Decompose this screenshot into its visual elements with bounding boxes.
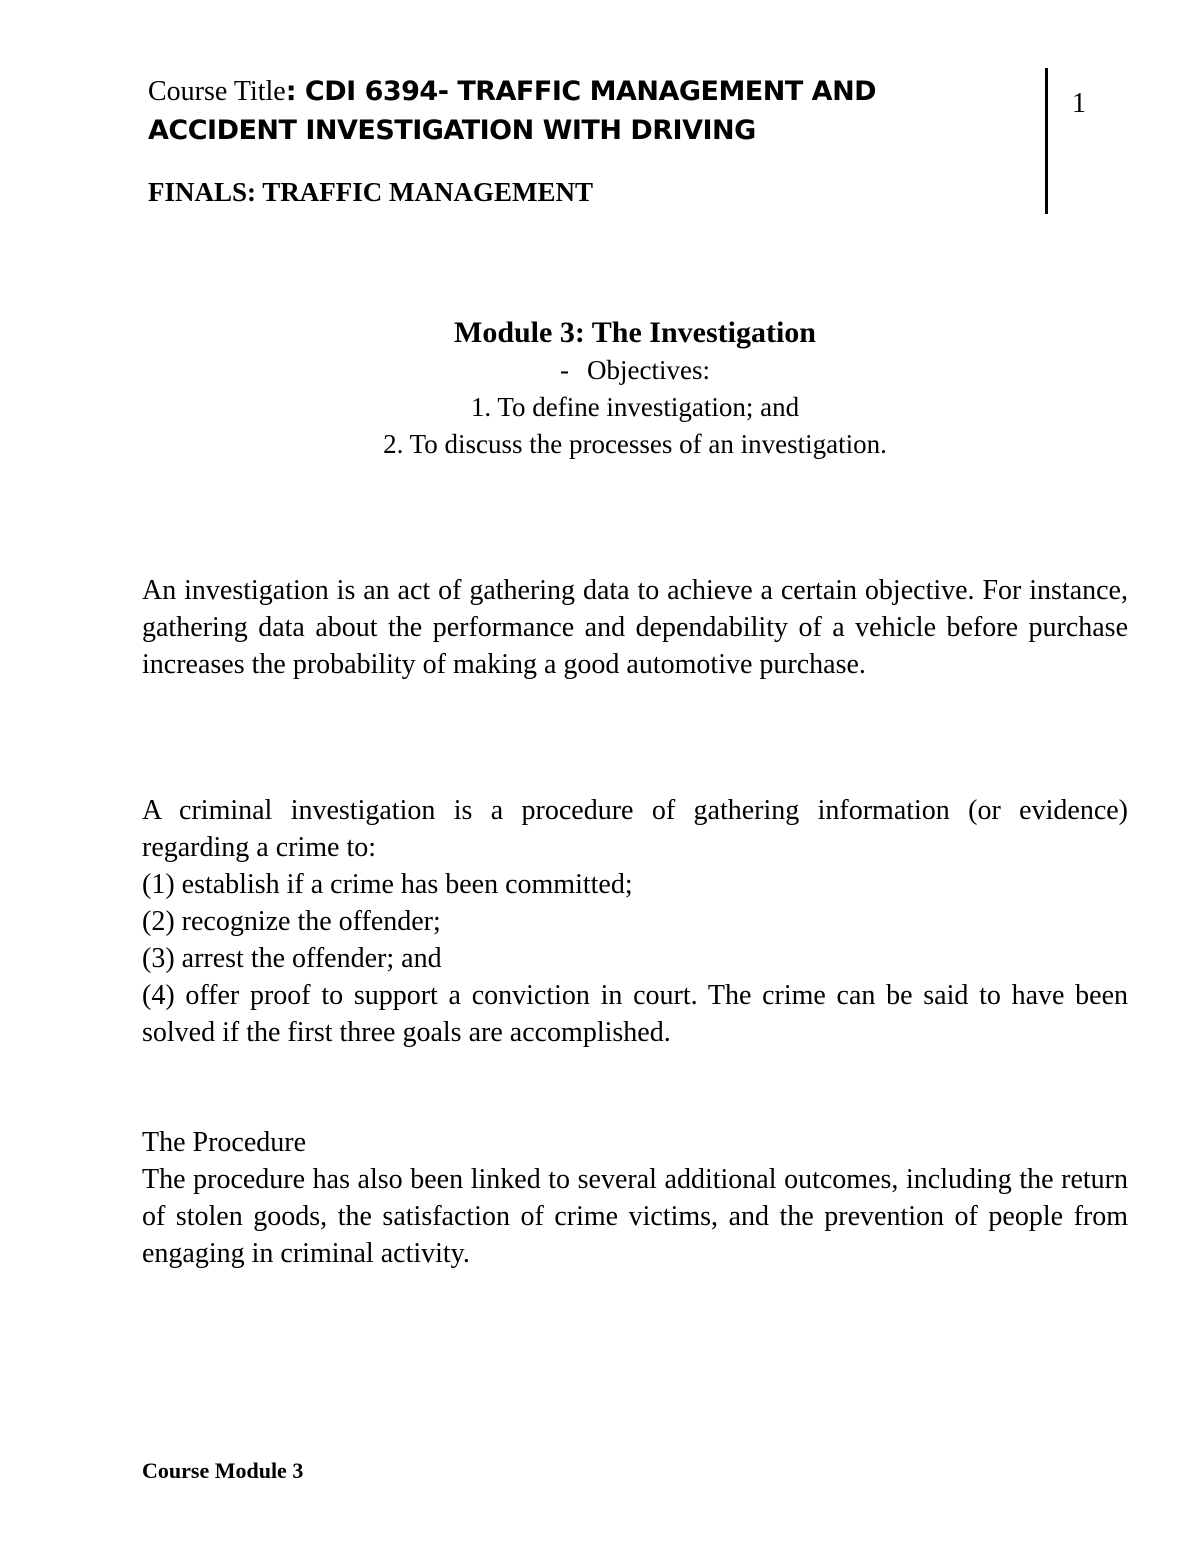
- finals-heading: FINALS: TRAFFIC MANAGEMENT: [148, 177, 594, 207]
- course-title-label: Course Title: [148, 76, 286, 107]
- objective-item: 2. To discuss the processes of an investigation.: [383, 429, 887, 459]
- header-divider: [1045, 68, 1048, 214]
- intro-paragraph: An investigation is an act of gathering data to achieve a certain objective. For instance, gathering data about the performance and dependability of a vehicle before purchase increases the probability of making a good automotive purchase.: [142, 575, 1128, 680]
- objective-item: 1. To define investigation; and: [470, 392, 800, 422]
- course-title-value: : CDI 6394- TRAFFIC MANAGEMENT AND ACCIDENT INVESTIGATION WITH DRIVING: [148, 76, 877, 146]
- criminal-goal-item: (2) recognize the offender;: [142, 906, 441, 937]
- footer-course-module: Course Module 3: [142, 1458, 304, 1483]
- procedure-paragraph: The procedure has also been linked to several additional outcomes, including the return of stolen goods, the satisfaction of crime victims, and the prevention of people from engaging in criminal activity.: [142, 1164, 1128, 1269]
- objectives-label-line: [0, 352, 1200, 389]
- module-heading-block: [0, 314, 1200, 463]
- criminal-goal-item: (3) arrest the offender; and: [142, 943, 442, 974]
- criminal-investigation-section: [142, 792, 1128, 1051]
- procedure-section: [142, 1124, 1128, 1272]
- criminal-intro-paragraph: A criminal investigation is a procedure of gathering information (or evidence) regarding a crime to:: [142, 795, 1128, 863]
- objectives-dash: -: [560, 355, 570, 385]
- objectives-label: Objectives:: [587, 355, 710, 385]
- page-number: 1: [1072, 88, 1086, 119]
- course-title: [148, 72, 1028, 150]
- module-title: Module 3: The Investigation: [454, 316, 816, 349]
- procedure-heading: The Procedure: [142, 1127, 307, 1158]
- criminal-goal-item: (4) offer proof to support a conviction in court. The crime can be said to have been solved if the first three goals are accomplished.: [142, 980, 1128, 1048]
- intro-section: [142, 572, 1128, 683]
- criminal-goal-item: (1) establish if a crime has been committed;: [142, 869, 633, 900]
- document-header: [148, 72, 1028, 208]
